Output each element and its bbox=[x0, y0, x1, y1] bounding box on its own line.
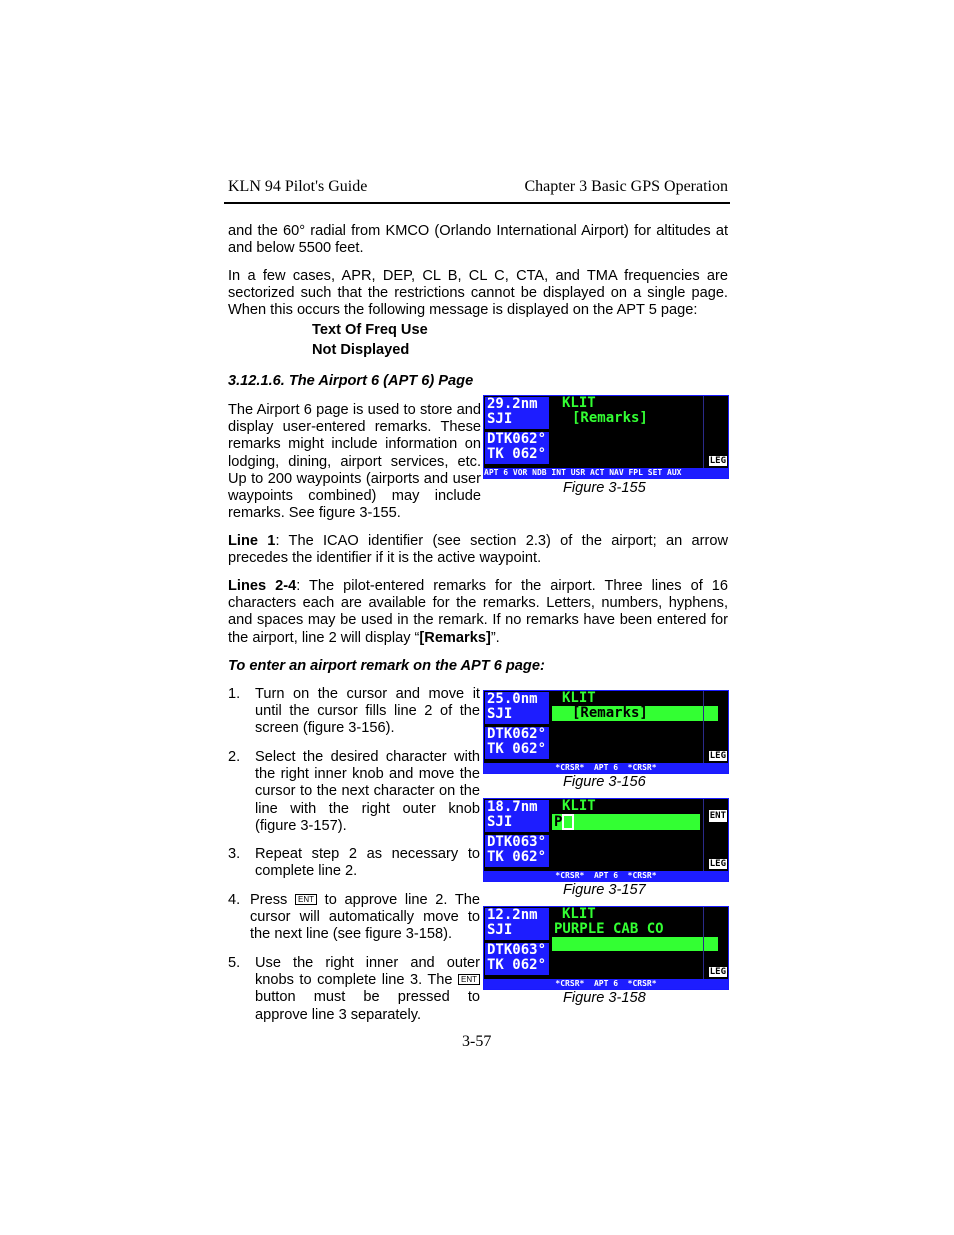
step-text-post: to approve line 2. The cursor will automatically move to the next line (see figure 3-158). bbox=[250, 892, 480, 943]
figure-caption: Figure 3-156 bbox=[563, 774, 646, 790]
gps-screen-fig-156 bbox=[483, 690, 729, 774]
page-bar: *CRSR* APT 6 *CRSR* bbox=[484, 871, 728, 881]
track-box bbox=[485, 943, 549, 975]
step-2 bbox=[228, 749, 480, 835]
procedure-title: To enter an airport remark on the APT 6 page: bbox=[228, 658, 545, 674]
message-line-2: Not Displayed bbox=[312, 342, 410, 358]
apt6-page-content bbox=[552, 691, 702, 763]
distance-value: 25.0nm bbox=[487, 691, 538, 707]
side-panel bbox=[703, 691, 728, 763]
lines24-label: Lines 2-4 bbox=[228, 578, 297, 594]
step-text: Select the desired character with the right inner knob and move the cursor to the next character on the line with the right outer knob (figure 3-157). bbox=[255, 749, 480, 834]
step-number: 3. bbox=[228, 846, 241, 862]
distance-value: 29.2nm bbox=[487, 396, 538, 412]
paragraph-3-text: The Airport 6 page is used to store and display user-entered remarks. These remarks might include information on lodging, dining, airport services, etc. Up to 200 waypoints (airports and user waypoints combined) may include remarks. See figure 3-155. bbox=[228, 402, 481, 522]
section-title: 3.12.1.6. The Airport 6 (APT 6) Page bbox=[228, 373, 474, 389]
side-panel bbox=[703, 396, 728, 468]
tk-value: TK 062° bbox=[487, 446, 547, 462]
ent-key-icon: ENT bbox=[295, 894, 317, 905]
leg-indicator: LEG bbox=[709, 456, 726, 466]
lines24-description bbox=[228, 578, 728, 647]
cursor-line-3 bbox=[552, 937, 718, 951]
distance-box bbox=[485, 908, 549, 940]
entered-character: P bbox=[554, 813, 563, 830]
lines24-text: : The pilot-entered remarks for the airport. Three lines of 16 characters each are available for the remarks. Letters, numbers, hyphens, and spaces may be used in the remark. If no remarks have been entered for the airport, line 2 will display “ bbox=[228, 578, 728, 646]
apt6-page-content bbox=[552, 799, 702, 871]
step-number: 5. bbox=[228, 955, 241, 971]
figure-caption: Figure 3-155 bbox=[563, 480, 646, 496]
cursor-line-2 bbox=[552, 814, 700, 830]
leg-indicator: LEG bbox=[709, 751, 726, 761]
distance-value: 18.7nm bbox=[487, 799, 538, 815]
airport-identifier: KLIT bbox=[562, 798, 596, 814]
airport-identifier: KLIT bbox=[562, 395, 596, 411]
paragraph-1: and the 60° radial from KMCO (Orlando International Airport) for altitudes at and below 5500 feet. bbox=[228, 223, 728, 257]
cursor-block-icon bbox=[562, 814, 574, 830]
track-box bbox=[485, 432, 549, 464]
leg-indicator: LEG bbox=[709, 967, 726, 977]
header-left: KLN 94 Pilot's Guide bbox=[228, 178, 368, 195]
tk-value: TK 062° bbox=[487, 741, 547, 757]
step-text bbox=[250, 892, 480, 944]
page-number: 3-57 bbox=[462, 1033, 492, 1050]
distance-box bbox=[485, 692, 549, 724]
waypoint-id: SJI bbox=[487, 922, 513, 938]
side-panel bbox=[703, 907, 728, 979]
waypoint-id: SJI bbox=[487, 411, 513, 427]
step-text-pre: Use the right inner and outer knobs to complete line 3. The bbox=[255, 955, 480, 989]
distance-box bbox=[485, 397, 549, 429]
tk-value: TK 062° bbox=[487, 957, 547, 973]
step-text: Turn on the cursor and move it until the cursor fills line 2 of the screen (figure 3-156). bbox=[255, 686, 480, 737]
header-rule bbox=[224, 202, 730, 204]
paragraph-3 bbox=[228, 402, 481, 522]
airport-identifier: KLIT bbox=[562, 906, 596, 922]
step-3 bbox=[228, 846, 480, 880]
track-box bbox=[485, 835, 549, 867]
ent-key-icon: ENT bbox=[458, 974, 480, 985]
gps-screen-fig-157 bbox=[483, 798, 729, 882]
dtk-value: DTK063° bbox=[487, 942, 547, 958]
header-right: Chapter 3 Basic GPS Operation bbox=[524, 178, 728, 195]
step-number: 1. bbox=[228, 686, 241, 702]
step-text: Repeat step 2 as necessary to complete line 2. bbox=[255, 846, 480, 880]
lines24-bold: [Remarks] bbox=[419, 629, 491, 646]
distance-value: 12.2nm bbox=[487, 907, 538, 923]
ent-indicator: ENT bbox=[709, 811, 726, 821]
line1-label: Line 1 bbox=[228, 533, 276, 549]
airport-identifier: KLIT bbox=[562, 690, 596, 706]
figure-caption: Figure 3-158 bbox=[563, 990, 646, 1006]
distance-box bbox=[485, 800, 549, 832]
track-box bbox=[485, 727, 549, 759]
line1-text: : The ICAO identifier (see section 2.3) of the airport; an arrow precedes the identifier if it is the active waypoint. bbox=[228, 533, 729, 567]
dtk-value: DTK063° bbox=[487, 834, 547, 850]
step-1 bbox=[228, 686, 480, 738]
page-bar: *CRSR* APT 6 *CRSR* bbox=[484, 979, 728, 989]
leg-indicator: LEG bbox=[709, 859, 726, 869]
line1-description bbox=[228, 533, 728, 567]
dtk-value: DTK062° bbox=[487, 726, 547, 742]
tk-value: TK 062° bbox=[487, 849, 547, 865]
apt6-page-content bbox=[552, 907, 702, 979]
waypoint-id: SJI bbox=[487, 814, 513, 830]
page-bar: APT 6 VOR NDB INT USR ACT NAV FPL SET AUX bbox=[484, 468, 728, 478]
figure-caption: Figure 3-157 bbox=[563, 882, 646, 898]
step-number: 4. bbox=[228, 892, 241, 908]
dtk-value: DTK062° bbox=[487, 431, 547, 447]
remarks-line-2: PURPLE CAB CO bbox=[554, 921, 664, 937]
step-text-post: button must be pressed to approve line 3 separately. bbox=[255, 989, 480, 1023]
step-5 bbox=[228, 955, 480, 1024]
cursor-line-2: [Remarks] bbox=[552, 706, 718, 721]
lines24-tail: ”. bbox=[490, 629, 500, 646]
gps-screen-fig-158 bbox=[483, 906, 729, 990]
step-text bbox=[255, 955, 480, 1024]
remarks-line-2: [Remarks] bbox=[572, 410, 648, 426]
message-line-1: Text Of Freq Use bbox=[312, 322, 428, 338]
step-text-pre: Press bbox=[250, 892, 288, 908]
page-bar: *CRSR* APT 6 *CRSR* bbox=[484, 763, 728, 773]
side-panel bbox=[703, 799, 728, 871]
apt6-page-content bbox=[552, 396, 702, 468]
step-4 bbox=[228, 892, 480, 944]
step-number: 2. bbox=[228, 749, 241, 765]
waypoint-id: SJI bbox=[487, 706, 513, 722]
gps-screen-fig-155 bbox=[483, 395, 729, 479]
paragraph-2: In a few cases, APR, DEP, CL B, CL C, CTA, and TMA frequencies are sectorized such that the restrictions cannot be displayed on a single page. When this occurs the following message is displayed on the APT 5 page: bbox=[228, 268, 728, 319]
